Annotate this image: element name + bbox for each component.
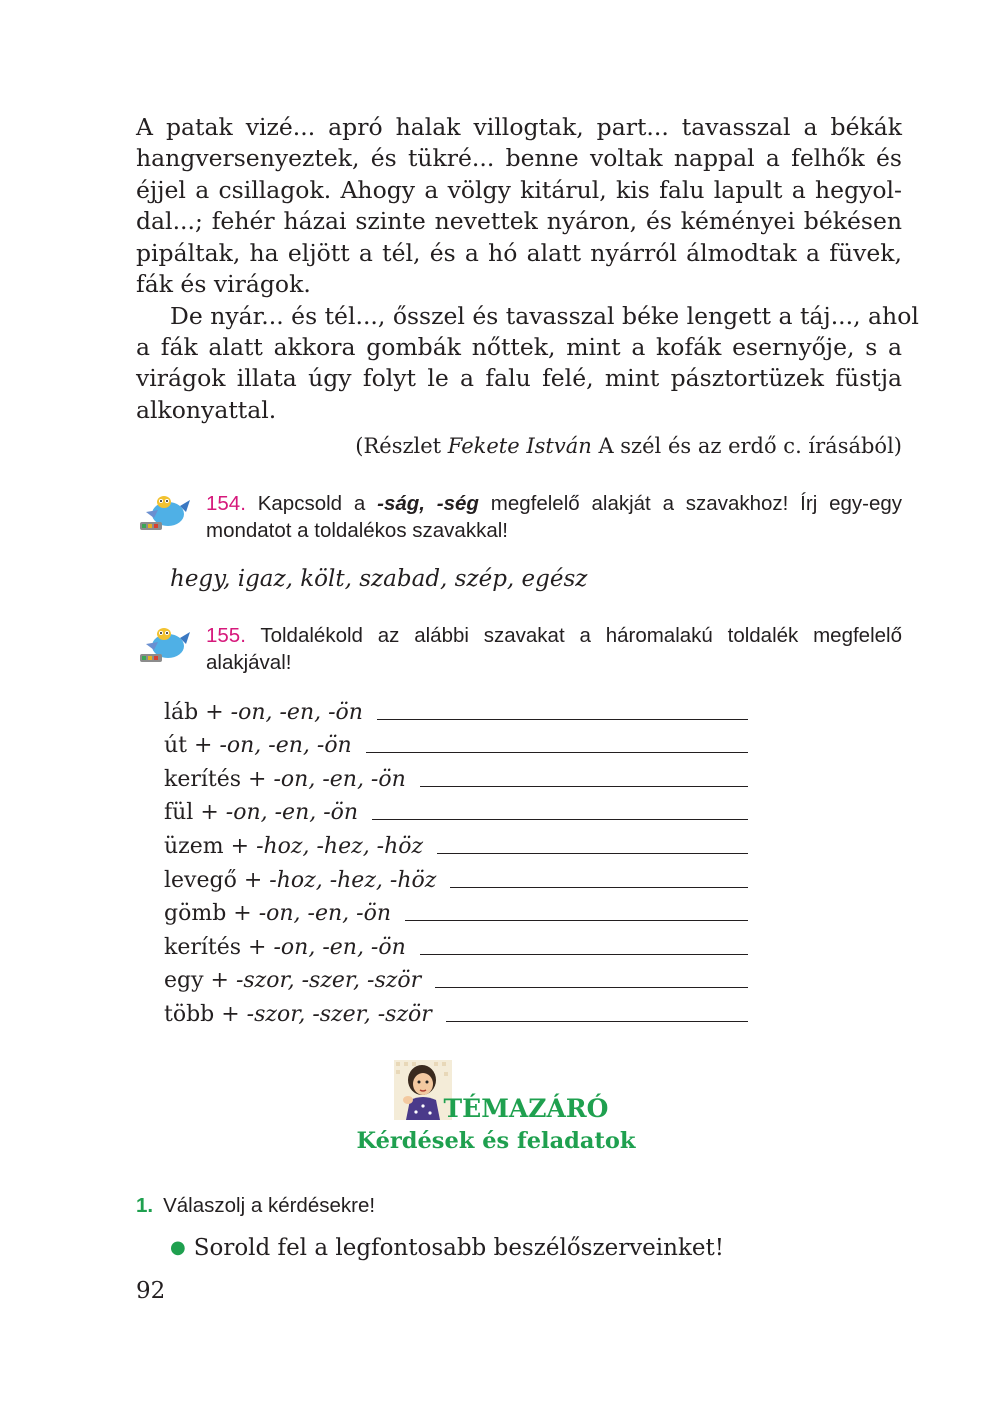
answer-blank[interactable] [366, 752, 748, 753]
page-number: 92 [136, 1278, 166, 1304]
fill-in-row: út + -on, -en, -ön [164, 726, 748, 760]
answer-blank[interactable] [450, 887, 748, 888]
answer-blank[interactable] [372, 819, 748, 820]
exercise-155-instruction: 155. Toldalékold az alábbi szavakat a háromalakú toldalék megfelelő alakjával! [206, 624, 902, 674]
passage-line: virágok illata úgy folyt le a falu felé, mint pásztortüzek füstja [136, 364, 902, 393]
fill-in-row: gömb + -on, -en, -ön [164, 894, 748, 928]
exercise-number: 155. [206, 624, 246, 647]
bullet-icon: ● [170, 1237, 186, 1258]
fill-in-row: üzem + -hoz, -hez, -höz [164, 826, 748, 860]
passage-line: hangversenyeztek, és tükré... benne voltak nappal a felhők és [136, 144, 902, 173]
passage-line: a fák alatt akkora gombák nőttek, mint a kofák esernyője, s a [136, 332, 902, 361]
passage-line: De nyár... és tél..., ősszel és tavasszal béke lengett a táj..., ahol [170, 301, 919, 330]
passage-line: A patak vizé... apró halak villogtak, part... tavasszal a békák [136, 113, 902, 141]
exercise-155 [136, 622, 902, 682]
exercise-154 [136, 490, 902, 550]
fill-in-row: fül + -on, -en, -ön [164, 793, 748, 827]
bird-pencil-icon [136, 492, 194, 536]
passage-line: pipáltak, ha eljött a tél, és a hó alatt nyárról álmodtak a füvek, [136, 238, 902, 267]
section-subtitle: Kérdések és feladatok [356, 1128, 636, 1154]
fill-in-row: egy + -szor, -szer, -ször [164, 961, 748, 995]
fill-in-list [164, 692, 748, 1028]
question-text: Válaszolj a kérdésekre! [163, 1194, 376, 1217]
question-1 [136, 1194, 375, 1218]
answer-blank[interactable] [405, 920, 748, 921]
answer-blank[interactable] [446, 1021, 748, 1022]
bird-pencil-icon [136, 624, 194, 668]
answer-blank[interactable] [435, 987, 748, 988]
answer-blank[interactable] [420, 954, 748, 955]
passage-line: alkonyattal. [136, 395, 277, 424]
exercise-number: 154. [206, 492, 246, 515]
fill-in-row: láb + -on, -en, -ön [164, 692, 748, 726]
word-list: hegy, igaz, költ, szabad, szép, egész [170, 566, 588, 592]
passage-line: dal...; fehér házai szinte nevettek nyáron, és kéményei békésen [136, 207, 902, 236]
passage-paragraph-2 [136, 301, 919, 427]
answer-blank[interactable] [377, 719, 748, 720]
fill-in-row: levegő + -hoz, -hez, -höz [164, 860, 748, 894]
passage-line: fák és virágok. [136, 269, 311, 298]
passage-paragraph-1 [136, 112, 902, 300]
answer-blank[interactable] [420, 786, 748, 787]
fill-in-row: több + -szor, -szer, -ször [164, 994, 748, 1028]
section-title: TÉMAZÁRÓ [443, 1094, 609, 1123]
answer-blank[interactable] [437, 853, 748, 854]
suffix-highlight: -ság, -ség [377, 492, 479, 515]
passage-line: éjjel a csillagok. Ahogy a völgy kitárul, kis falu lapult a hegyol- [136, 175, 902, 204]
exercise-154-instruction: 154. Kapcsold a -ság, -ség megfelelő alakját a szavakhoz! Írj egy-egy mondatot a toldalékos szavakkal! [206, 492, 902, 542]
fill-in-row: kerítés + -on, -en, -ön [164, 759, 748, 793]
citation-author: Fekete István [447, 434, 592, 458]
question-bullet-item: ● Sorold fel a legfontosabb beszélőszerveinket! [170, 1235, 724, 1261]
question-number: 1. [136, 1194, 154, 1217]
fill-in-row: kerítés + -on, -en, -ön [164, 927, 748, 961]
citation: (Részlet Fekete István A szél és az erdő c. írásából) [355, 434, 902, 458]
